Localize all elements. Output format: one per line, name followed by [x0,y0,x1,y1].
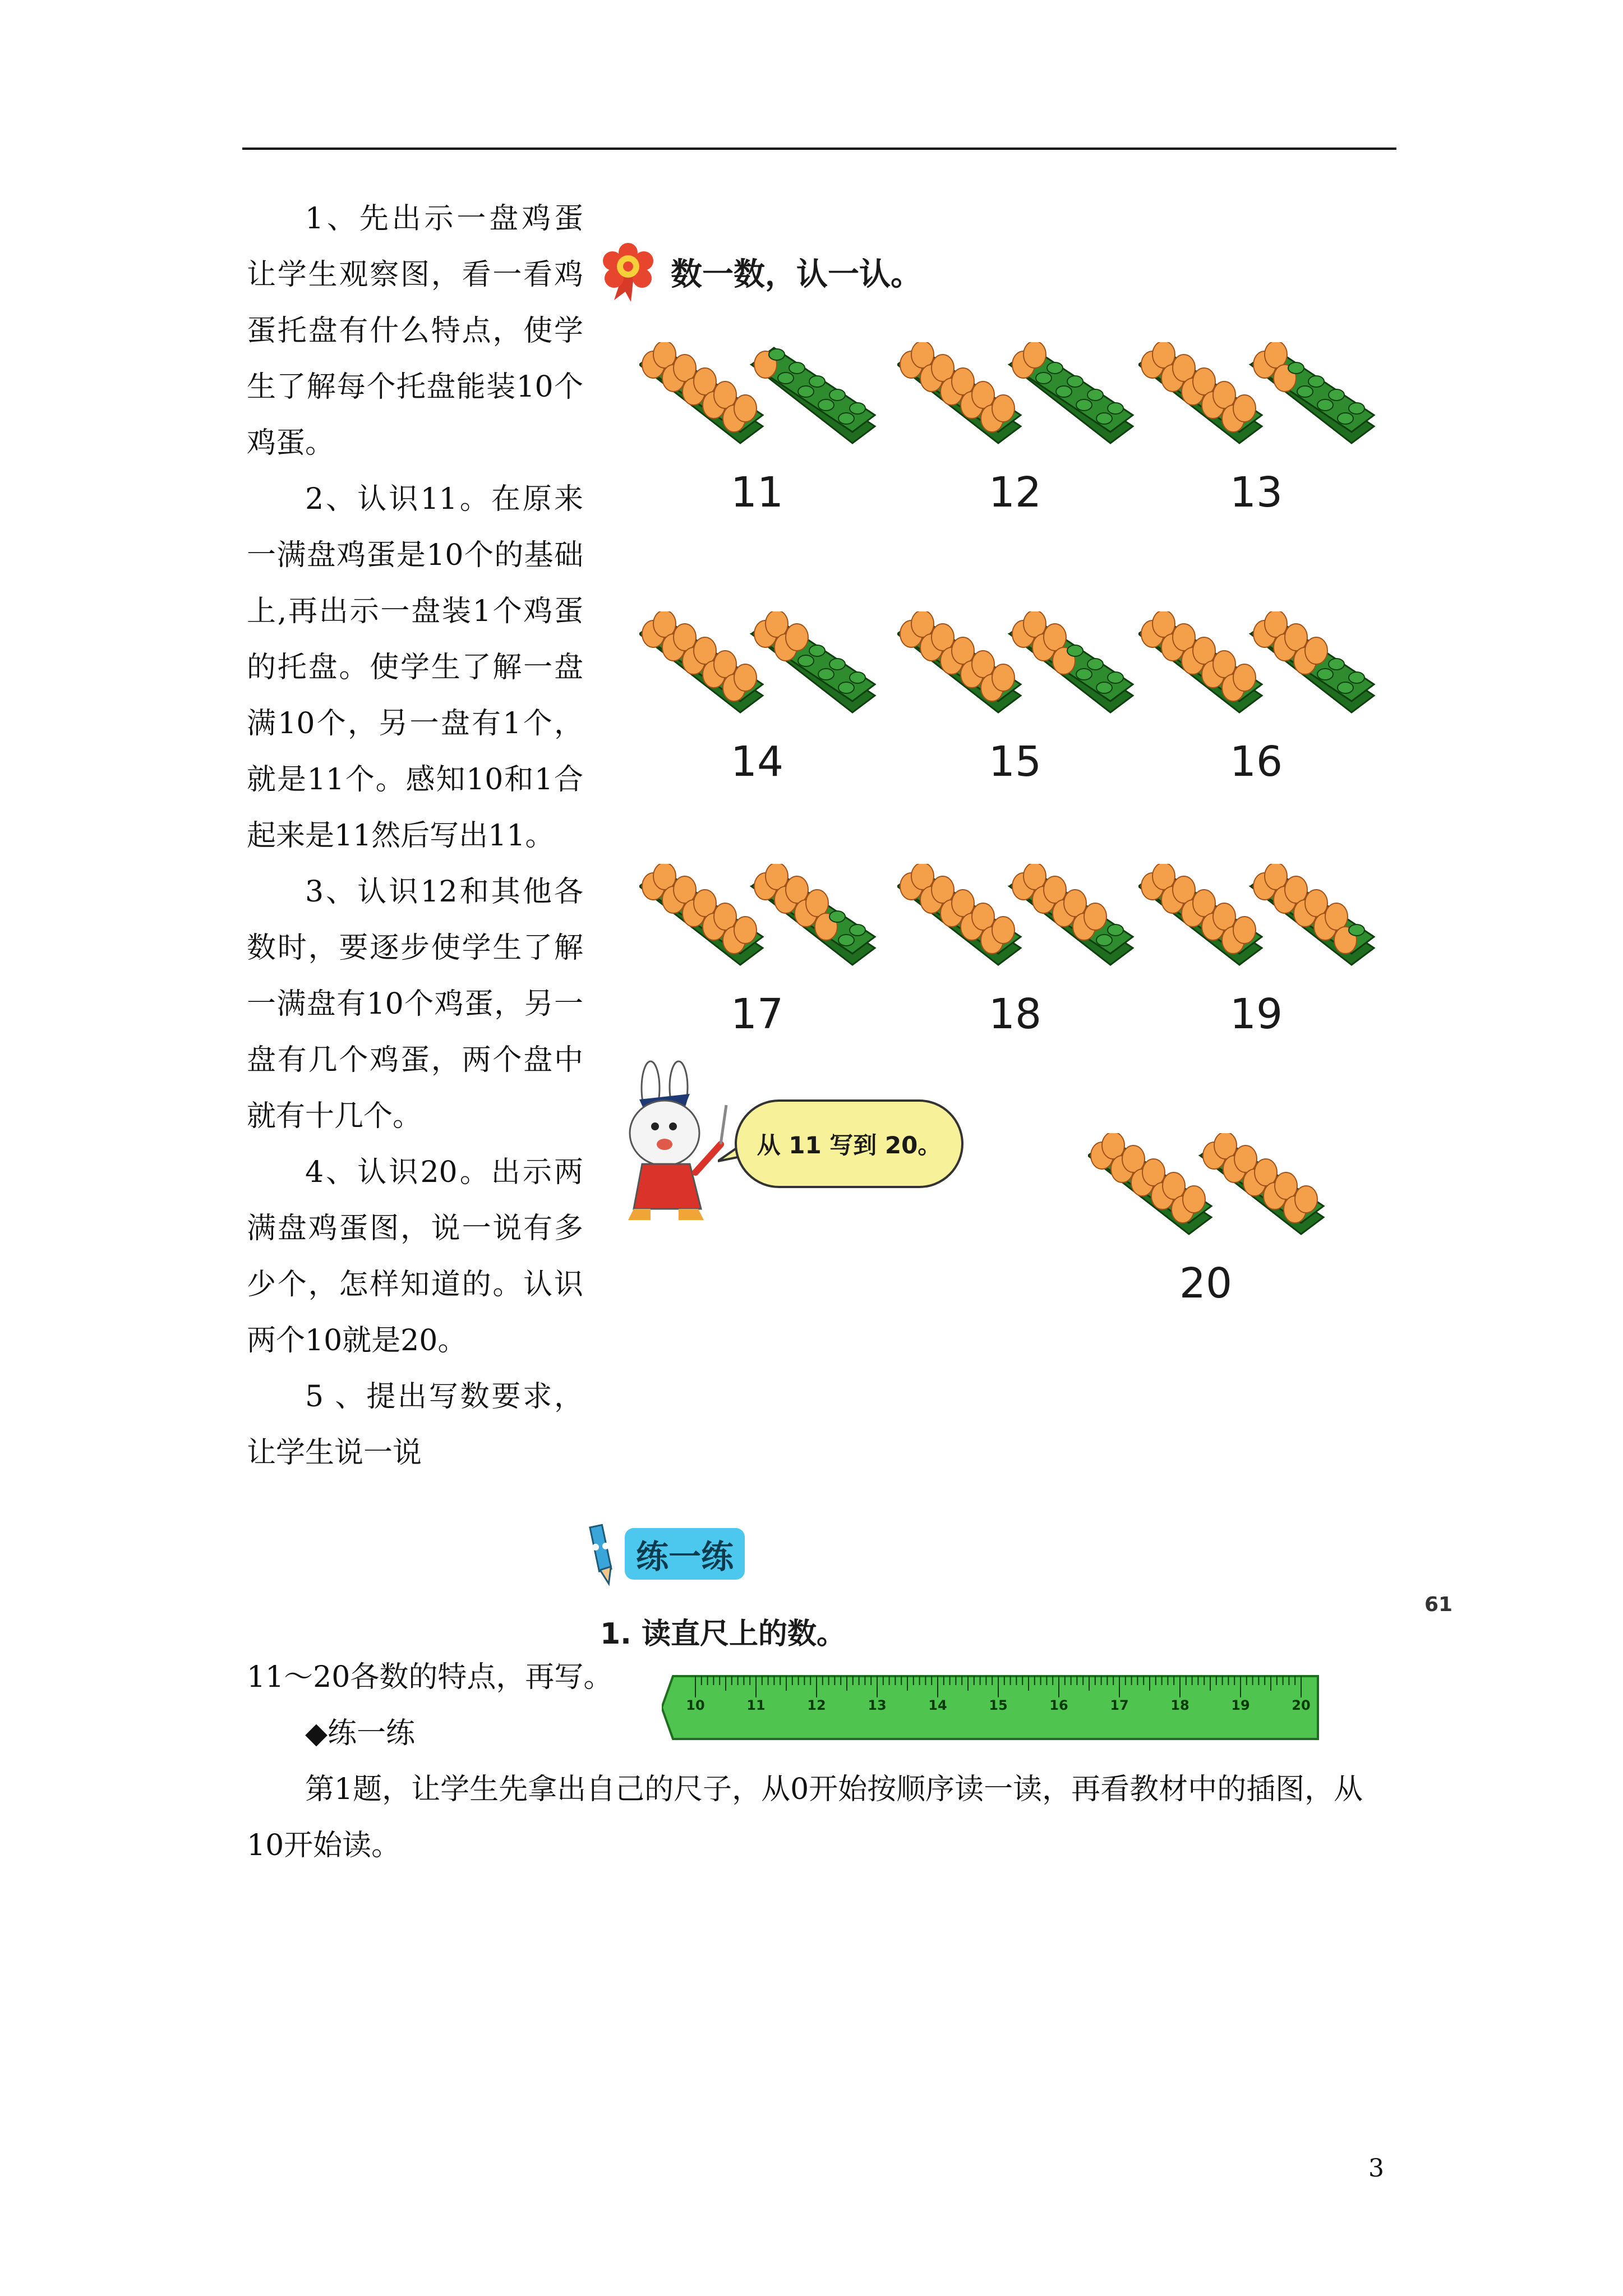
empty-cell [809,376,825,387]
egg [1275,1172,1297,1199]
tray-number-label: 20 [1179,1259,1233,1308]
egg [694,890,716,917]
tray-number-label: 12 [988,468,1042,517]
egg [1084,903,1106,930]
speech-bubble: 从 11 写到 20。 [735,1099,963,1188]
page-number: 3 [1368,2154,1384,2183]
egg-tray-group [1088,1133,1346,1308]
empty-cell [1349,403,1364,414]
tray-number-label: 16 [1229,738,1283,786]
paragraph-2: 2、认识11。在原来一满盘鸡蛋是10个的基础上,再出示一盘装1个鸡蛋的托盘。使学生了解一盘满10个，另一盘有1个，就是11个。感知10和1合起来是11然后写出11。 [247,482,583,853]
paragraph-5-cont: 11～20各数的特点，再写。 [247,1660,613,1694]
ruler-tick-label: 10 [686,1697,705,1713]
egg [674,624,696,651]
empty-cell [1087,659,1103,670]
egg [1193,637,1215,664]
egg [714,381,736,408]
ruler-tick-label: 20 [1292,1697,1311,1713]
egg [1213,381,1235,408]
egg [734,917,757,944]
egg [674,876,696,903]
ruler [662,1672,1324,1743]
egg [1233,395,1256,422]
ruler-tick-label: 15 [989,1697,1008,1713]
egg [1193,890,1215,917]
empty-cell [818,669,834,680]
egg [1233,917,1256,944]
tray-number-label: 15 [988,738,1042,786]
ruler-tick-label: 16 [1049,1697,1068,1713]
egg [1295,1186,1317,1213]
empty-cell [1096,682,1112,693]
egg [734,395,757,422]
egg-trays-icon [897,611,1155,729]
egg [972,903,994,930]
egg [1044,624,1066,651]
tray-number-label: 13 [1229,468,1283,517]
egg [1325,903,1348,930]
egg [932,624,954,651]
tray-number-label: 19 [1229,990,1283,1038]
empty-cell [1317,669,1333,680]
empty-cell [769,349,785,360]
egg [714,651,736,678]
egg [952,368,974,395]
egg-tray-group [1138,342,1396,517]
empty-cell [798,655,814,666]
empty-cell [1349,672,1364,683]
egg [1173,876,1195,903]
egg [1142,1159,1165,1186]
egg [932,876,954,903]
empty-cell [1338,413,1353,424]
egg [1122,1145,1145,1172]
empty-cell [1067,645,1083,656]
egg [1233,664,1256,691]
empty-cell [1096,413,1112,424]
egg [1044,876,1066,903]
egg-tray-group [1138,864,1396,1038]
egg [1193,368,1215,395]
tray-number-label: 18 [988,990,1042,1038]
egg [1183,1186,1205,1213]
egg [1213,651,1235,678]
tray-number-label: 17 [730,990,784,1038]
empty-cell [1036,372,1052,384]
egg-tray-group [639,864,897,1038]
ruler-tick-label: 18 [1170,1697,1189,1713]
paragraph-4: 4、认识20。出示两满盘鸡蛋图，说一说有多少个，怎样知道的。认识两个10就是20。 [247,1156,583,1358]
egg [1023,342,1046,368]
ruler-tick-label: 17 [1110,1697,1129,1713]
pencil-icon [578,1520,623,1588]
egg-tray-group [897,864,1155,1038]
empty-cell [1108,403,1123,414]
paragraph-practice: 第1题，让学生先拿出自己的尺子，从0开始按顺序读一读，再看教材中的插图，从10开始读。 [247,1773,1363,1862]
egg-trays-icon [1138,611,1396,729]
egg [786,876,808,903]
egg-trays-icon [1138,342,1396,460]
ruler-tick-label: 14 [928,1697,947,1713]
egg [1163,1172,1185,1199]
empty-cell [838,682,854,693]
empty-cell [1308,376,1324,387]
practice-title: 练一练 [625,1528,745,1580]
empty-cell [850,672,865,683]
ruler-tick-label: 19 [1231,1697,1250,1713]
empty-cell [829,389,845,401]
egg [1305,890,1327,917]
empty-cell [1108,924,1123,936]
textbook-illustration [578,213,1475,1713]
empty-cell [1047,362,1063,374]
egg [1285,624,1307,651]
paragraph-1: 1、先出示一盘鸡蛋让学生观察图，看一看鸡蛋托盘有什么特点，使学生了解每个托盘能装10个鸡蛋。 [247,202,583,460]
egg [1255,1159,1277,1186]
egg [674,355,696,381]
egg-tray-group [639,342,897,517]
empty-cell [1056,386,1072,397]
egg [1173,624,1195,651]
paragraph-5: 5 、提出写数要求， 让学生说一说 [247,1380,583,1470]
tray-number-label: 11 [730,468,784,517]
egg [992,917,1015,944]
practice-heading: ◆练一练 [305,1717,415,1750]
egg [952,890,974,917]
ruler-tick-label: 13 [868,1697,887,1713]
empty-cell [818,399,834,411]
empty-cell [1349,924,1364,936]
egg [992,664,1015,691]
bunny-teacher-icon [611,1060,735,1223]
empty-cell [1096,935,1112,946]
egg [972,381,994,408]
egg [806,890,828,917]
empty-cell [1087,389,1103,401]
empty-cell [1297,386,1313,397]
empty-cell [829,659,845,670]
empty-cell [1317,399,1333,411]
practice-title-block [578,1520,745,1588]
left-text-column [247,191,583,1481]
empty-cell [829,911,845,922]
egg [1173,355,1195,381]
egg [952,637,974,664]
egg [714,903,736,930]
egg [1285,876,1307,903]
empty-cell [1067,376,1083,387]
paragraph-3: 3、认识12和其他各数时，要逐步使学生了解一满盘有10个鸡蛋，另一盘有几个鸡蛋，两个盘中就有十几个。 [247,875,583,1133]
empty-cell [1329,389,1344,401]
egg-trays-icon [639,342,897,460]
tray-number-label: 14 [730,738,784,786]
section-heading [600,241,922,303]
egg-trays-icon [639,611,897,729]
flower-badge-icon [600,241,656,303]
egg-trays-icon [1138,864,1396,982]
empty-cell [850,403,865,414]
empty-cell [850,924,865,936]
ruler-tick-label: 11 [746,1697,766,1713]
egg-tray-group [897,342,1155,517]
egg-trays-icon [897,342,1155,460]
egg-trays-icon [639,864,897,982]
egg [1305,637,1327,664]
egg-tray-group [1138,611,1396,786]
egg [694,368,716,395]
egg [786,624,808,651]
egg [1213,903,1235,930]
egg [1234,1145,1257,1172]
ruler-tick-label: 12 [807,1697,826,1713]
egg-trays-icon [1088,1133,1346,1251]
egg-tray-group [897,611,1155,786]
empty-cell [1338,682,1353,693]
empty-cell [1076,669,1092,680]
egg [992,395,1015,422]
empty-cell [789,362,805,374]
empty-cell [838,413,854,424]
empty-cell [1108,672,1123,683]
header-rule [242,148,1396,150]
empty-cell [798,386,814,397]
empty-cell [1076,399,1092,411]
question-1: 1. 读直尺上的数。 [600,1617,846,1651]
egg [694,637,716,664]
section-heading-text: 数一数，认一认。 [671,256,922,293]
book-page-number: 61 [1424,1593,1453,1616]
egg-tray-group [639,611,897,786]
empty-cell [809,645,825,656]
egg [972,651,994,678]
empty-cell [1288,362,1304,374]
empty-cell [1329,659,1344,670]
egg [932,355,954,381]
egg [1064,890,1086,917]
empty-cell [778,372,794,384]
egg [734,664,757,691]
empty-cell [838,935,854,946]
egg-trays-icon [897,864,1155,982]
